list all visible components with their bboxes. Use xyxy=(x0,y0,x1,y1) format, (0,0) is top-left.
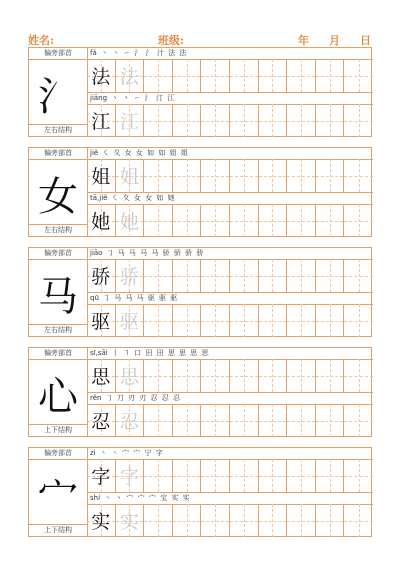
empty-practice-cell[interactable] xyxy=(230,404,259,437)
practice-grid-row xyxy=(87,59,373,93)
trace-char-cell xyxy=(116,104,145,137)
empty-practice-cell[interactable] xyxy=(201,404,230,437)
model-char-cell xyxy=(87,459,116,492)
model-char-cell xyxy=(87,359,116,392)
empty-practice-cell[interactable] xyxy=(259,104,288,137)
empty-practice-cell[interactable] xyxy=(201,204,230,237)
trace-char-cell xyxy=(116,304,145,337)
empty-practice-cell[interactable] xyxy=(144,59,173,92)
empty-practice-cell[interactable] xyxy=(344,504,373,537)
empty-practice-cell[interactable] xyxy=(259,259,288,292)
empty-practice-cell[interactable] xyxy=(344,459,373,492)
radical-title: 偏旁部首 xyxy=(29,348,87,360)
radical-glyph: 氵 xyxy=(38,73,78,120)
structure-label: 左右结构 xyxy=(29,324,87,336)
stroke-order: 丶 丶 ㇀ 氵 汀 江 xyxy=(111,94,176,102)
trace-char: 实 xyxy=(119,511,139,533)
radical-section xyxy=(28,447,372,537)
empty-practice-cell[interactable] xyxy=(201,59,230,92)
radical-section xyxy=(28,47,372,137)
empty-practice-cell[interactable] xyxy=(230,459,259,492)
empty-practice-cell[interactable] xyxy=(173,304,202,337)
trace-char: 江 xyxy=(119,111,139,133)
empty-practice-cell[interactable] xyxy=(344,359,373,392)
empty-practice-cell[interactable] xyxy=(344,259,373,292)
pinyin-text: tā,jiě xyxy=(90,194,108,202)
empty-practice-cell[interactable] xyxy=(259,204,288,237)
empty-practice-cell[interactable] xyxy=(287,159,316,192)
trace-char: 她 xyxy=(119,211,139,233)
empty-practice-cell[interactable] xyxy=(316,504,345,537)
empty-practice-cell[interactable] xyxy=(259,359,288,392)
model-char: 字 xyxy=(91,466,111,488)
trace-char: 字 xyxy=(119,466,139,488)
practice-grid-row xyxy=(87,359,373,393)
pinyin-text: jiāo xyxy=(90,249,103,257)
empty-practice-cell[interactable] xyxy=(144,459,173,492)
model-char-cell xyxy=(87,259,116,292)
empty-practice-cell[interactable] xyxy=(316,59,345,92)
practice-grid-row xyxy=(87,259,373,293)
pinyin-text: sī,sāi xyxy=(90,349,108,357)
empty-practice-cell[interactable] xyxy=(173,104,202,137)
empty-practice-cell[interactable] xyxy=(287,304,316,337)
trace-char: 姐 xyxy=(119,166,139,188)
empty-practice-cell[interactable] xyxy=(201,504,230,537)
practice-grid-row xyxy=(87,104,373,138)
empty-practice-cell[interactable] xyxy=(316,159,345,192)
empty-practice-cell[interactable] xyxy=(173,459,202,492)
radical-glyph: 女 xyxy=(38,173,78,220)
empty-practice-cell[interactable] xyxy=(316,104,345,137)
trace-char: 思 xyxy=(119,366,139,388)
empty-practice-cell[interactable] xyxy=(230,104,259,137)
radical-panel xyxy=(29,48,88,136)
structure-label: 左右结构 xyxy=(29,124,87,136)
trace-char-cell xyxy=(116,159,145,192)
class-label: 班级: xyxy=(158,34,185,47)
empty-practice-cell[interactable] xyxy=(344,204,373,237)
practice-grid-row xyxy=(87,304,373,338)
radical-title: 偏旁部首 xyxy=(29,248,87,260)
empty-practice-cell[interactable] xyxy=(173,204,202,237)
model-char: 姐 xyxy=(91,166,111,188)
trace-char-cell xyxy=(116,204,145,237)
radical-panel xyxy=(29,148,88,236)
stroke-order: ㇆ 刀 刃 刃 忍 忍 忍 xyxy=(105,394,181,402)
radical-glyph: 马 xyxy=(38,273,78,320)
trace-char: 骄 xyxy=(119,266,139,288)
model-char: 忍 xyxy=(91,411,111,433)
practice-area xyxy=(87,248,373,336)
empty-practice-cell[interactable] xyxy=(230,304,259,337)
stroke-order: 丶 丶 宀 宀 宁 字 xyxy=(99,449,164,457)
pinyin-text: shí xyxy=(90,494,101,502)
empty-practice-cell[interactable] xyxy=(230,59,259,92)
radical-panel xyxy=(29,448,88,536)
empty-practice-cell[interactable] xyxy=(259,159,288,192)
pinyin-text: zì xyxy=(90,449,96,457)
empty-practice-cell[interactable] xyxy=(344,159,373,192)
empty-practice-cell[interactable] xyxy=(230,159,259,192)
model-char: 法 xyxy=(91,66,111,88)
empty-practice-cell[interactable] xyxy=(316,304,345,337)
model-char-cell xyxy=(87,59,116,92)
structure-label: 上下结构 xyxy=(29,424,87,436)
empty-practice-cell[interactable] xyxy=(344,59,373,92)
trace-char: 法 xyxy=(119,66,139,88)
radical-panel xyxy=(29,248,88,336)
practice-grid-row xyxy=(87,204,373,238)
empty-practice-cell[interactable] xyxy=(344,304,373,337)
empty-practice-cell[interactable] xyxy=(173,259,202,292)
model-char-cell xyxy=(87,404,116,437)
empty-practice-cell[interactable] xyxy=(173,59,202,92)
empty-practice-cell[interactable] xyxy=(287,359,316,392)
model-char: 实 xyxy=(91,511,111,533)
empty-practice-cell[interactable] xyxy=(144,504,173,537)
radical-section xyxy=(28,147,372,237)
model-char: 思 xyxy=(91,366,111,388)
stroke-order: ㇛ 夂 女 女 如 她 xyxy=(111,194,176,202)
year-label: 年 xyxy=(298,34,309,47)
practice-area xyxy=(87,448,373,536)
empty-practice-cell[interactable] xyxy=(316,459,345,492)
empty-practice-cell[interactable] xyxy=(259,459,288,492)
empty-practice-cell[interactable] xyxy=(201,259,230,292)
trace-char-cell xyxy=(116,359,145,392)
empty-practice-cell[interactable] xyxy=(230,259,259,292)
empty-practice-cell[interactable] xyxy=(316,204,345,237)
stroke-order: ㇆ 马 马 马 驱 驱 驱 xyxy=(102,294,179,302)
radical-section xyxy=(28,247,372,337)
empty-practice-cell[interactable] xyxy=(287,59,316,92)
trace-char-cell xyxy=(116,259,145,292)
empty-practice-cell[interactable] xyxy=(144,259,173,292)
trace-char-cell xyxy=(116,504,145,537)
empty-practice-cell[interactable] xyxy=(316,259,345,292)
empty-practice-cell[interactable] xyxy=(259,404,288,437)
radical-glyph: 宀 xyxy=(38,473,78,520)
model-char: 驱 xyxy=(91,311,111,333)
trace-char-cell xyxy=(116,404,145,437)
empty-practice-cell[interactable] xyxy=(144,204,173,237)
radical-title: 偏旁部首 xyxy=(29,448,87,460)
stroke-order: 丶 丶 宀 宀 宀 宝 实 实 xyxy=(104,494,191,502)
empty-practice-cell[interactable] xyxy=(230,204,259,237)
pinyin-text: jiě xyxy=(90,149,99,157)
radical-glyph: 心 xyxy=(38,373,78,420)
empty-practice-cell[interactable] xyxy=(344,404,373,437)
model-char-cell xyxy=(87,159,116,192)
pinyin-text: qū xyxy=(90,294,99,302)
trace-char-cell xyxy=(116,459,145,492)
empty-practice-cell[interactable] xyxy=(287,504,316,537)
name-label: 姓名: xyxy=(28,34,55,47)
empty-practice-cell[interactable] xyxy=(144,104,173,137)
empty-practice-cell[interactable] xyxy=(173,404,202,437)
day-label: 日 xyxy=(360,34,371,47)
empty-practice-cell[interactable] xyxy=(344,104,373,137)
practice-area xyxy=(87,48,373,136)
practice-grid-row xyxy=(87,504,373,538)
radical-panel xyxy=(29,348,88,436)
empty-practice-cell[interactable] xyxy=(259,504,288,537)
practice-grid-row xyxy=(87,159,373,193)
trace-char: 驱 xyxy=(119,311,139,333)
empty-practice-cell[interactable] xyxy=(259,304,288,337)
empty-practice-cell[interactable] xyxy=(287,259,316,292)
empty-practice-cell[interactable] xyxy=(230,359,259,392)
model-char-cell xyxy=(87,204,116,237)
model-char-cell xyxy=(87,104,116,137)
empty-practice-cell[interactable] xyxy=(173,504,202,537)
empty-practice-cell[interactable] xyxy=(201,359,230,392)
empty-practice-cell[interactable] xyxy=(316,404,345,437)
model-char-cell xyxy=(87,304,116,337)
practice-area xyxy=(87,348,373,436)
radical-section xyxy=(28,347,372,437)
empty-practice-cell[interactable] xyxy=(173,359,202,392)
empty-practice-cell[interactable] xyxy=(287,204,316,237)
model-char-cell xyxy=(87,504,116,537)
structure-label: 左右结构 xyxy=(29,224,87,236)
stroke-order: 丶 丶 ㇀ 氵 氵 汁 法 法 xyxy=(100,49,188,57)
empty-practice-cell[interactable] xyxy=(287,104,316,137)
practice-grid-row xyxy=(87,404,373,438)
practice-area xyxy=(87,148,373,236)
stroke-order: ㇛ 夂 女 女 如 如 姐 姐 xyxy=(102,149,189,157)
empty-practice-cell[interactable] xyxy=(201,304,230,337)
empty-practice-cell[interactable] xyxy=(287,404,316,437)
empty-practice-cell[interactable] xyxy=(144,404,173,437)
radical-title: 偏旁部首 xyxy=(29,148,87,160)
empty-practice-cell[interactable] xyxy=(316,359,345,392)
empty-practice-cell[interactable] xyxy=(201,159,230,192)
trace-char-cell xyxy=(116,59,145,92)
pinyin-text: jiāng xyxy=(90,94,108,102)
empty-practice-cell[interactable] xyxy=(144,159,173,192)
empty-practice-cell[interactable] xyxy=(287,459,316,492)
empty-practice-cell[interactable] xyxy=(259,59,288,92)
practice-grid-row xyxy=(87,459,373,493)
pinyin-text: rěn xyxy=(90,394,102,402)
worksheet-header xyxy=(0,32,400,46)
trace-char: 忍 xyxy=(119,411,139,433)
month-label: 月 xyxy=(329,34,340,47)
pinyin-text: fǎ xyxy=(90,49,97,57)
radical-title: 偏旁部首 xyxy=(29,48,87,60)
empty-practice-cell[interactable] xyxy=(201,459,230,492)
stroke-order: ㇆ 马 马 马 马 骄 骄 骄 骄 xyxy=(106,249,205,257)
structure-label: 上下结构 xyxy=(29,524,87,536)
empty-practice-cell[interactable] xyxy=(201,104,230,137)
empty-practice-cell[interactable] xyxy=(144,359,173,392)
empty-practice-cell[interactable] xyxy=(230,504,259,537)
empty-practice-cell[interactable] xyxy=(144,304,173,337)
model-char: 她 xyxy=(91,211,111,233)
stroke-order: 丨 ㇕ 口 田 田 思 思 思 思 xyxy=(111,349,210,357)
model-char: 江 xyxy=(91,111,111,133)
model-char: 骄 xyxy=(91,266,111,288)
empty-practice-cell[interactable] xyxy=(173,159,202,192)
